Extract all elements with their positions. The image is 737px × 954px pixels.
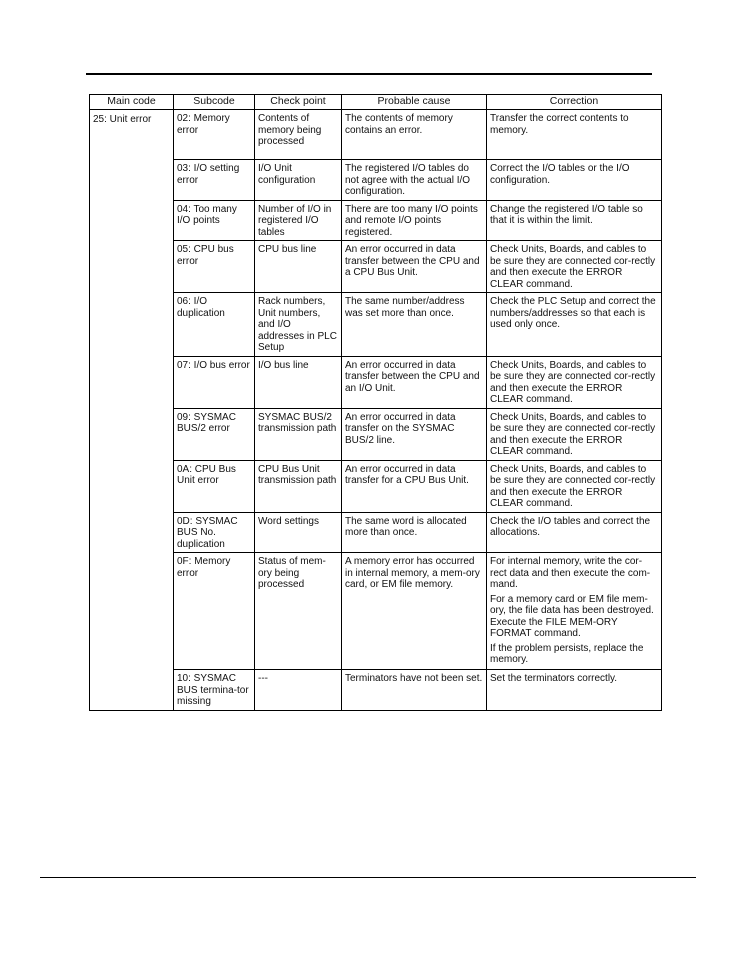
correction-cell xyxy=(487,553,662,670)
subcode-cell: 05: CPU bus error xyxy=(174,241,255,293)
check-point-cell: Word settings xyxy=(255,512,342,553)
header-probable-cause: Probable cause xyxy=(342,95,487,110)
correction-text: Check the I/O tables and correct the allocations. xyxy=(490,515,651,538)
cause-cell: The registered I/O tables do not agree with the actual I/O configuration. xyxy=(342,160,487,201)
header-subcode: Subcode xyxy=(174,95,255,110)
subcode-cell: 06: I/O duplication xyxy=(174,293,255,357)
cause-cell: An error occurred in data transfer on the SYSMAC BUS/2 line. xyxy=(342,408,487,460)
table-row xyxy=(90,110,662,160)
cause-cell: An error occurred in data transfer between the CPU and an I/O Unit. xyxy=(342,356,487,408)
correction-text: Check Units, Boards, and cables to be sure they are connected cor-rectly and then execute the ERROR CLEAR command. xyxy=(490,359,656,405)
cause-cell: The same number/address was set more than once. xyxy=(342,293,487,357)
table-row xyxy=(90,160,662,201)
check-point-cell: Rack numbers, Unit numbers, and I/O addresses in PLC Setup xyxy=(255,293,342,357)
correction-cell xyxy=(487,356,662,408)
table-row xyxy=(90,408,662,460)
header-check-point: Check point xyxy=(255,95,342,110)
cause-cell: Terminators have not been set. xyxy=(342,670,487,711)
subcode-cell: 0A: CPU Bus Unit error xyxy=(174,460,255,512)
subcode-cell: 03: I/O setting error xyxy=(174,160,255,201)
table-row xyxy=(90,293,662,357)
table-row xyxy=(90,460,662,512)
check-point-cell: I/O Unit configuration xyxy=(255,160,342,201)
table-header-row xyxy=(90,95,662,110)
correction-text: If the problem persists, replace the memory. xyxy=(490,642,644,665)
cause-cell: An error occurred in data transfer for a CPU Bus Unit. xyxy=(342,460,487,512)
cause-cell: There are too many I/O points and remote I/O points registered. xyxy=(342,200,487,241)
check-point-cell: SYSMAC BUS/2 transmission path xyxy=(255,408,342,460)
check-point-cell: Number of I/O in registered I/O tables xyxy=(255,200,342,241)
header-rule xyxy=(86,73,652,75)
correction-cell xyxy=(487,460,662,512)
header-main-code: Main code xyxy=(90,95,174,110)
table-row xyxy=(90,512,662,553)
table-row xyxy=(90,670,662,711)
correction-cell xyxy=(487,293,662,357)
subcode-cell: 07: I/O bus error xyxy=(174,356,255,408)
correction-cell xyxy=(487,160,662,201)
main-code-cell: 25: Unit error xyxy=(90,110,174,711)
cause-cell: The same word is allocated more than once. xyxy=(342,512,487,553)
subcode-cell: 0F: Memory error xyxy=(174,553,255,670)
correction-cell xyxy=(487,110,662,160)
error-code-table xyxy=(89,94,662,711)
check-point-cell: Contents of memory being processed xyxy=(255,110,342,160)
check-point-cell: I/O bus line xyxy=(255,356,342,408)
correction-text: Change the registered I/O table so that it is within the limit. xyxy=(490,203,643,226)
correction-text: Transfer the correct contents to memory. xyxy=(490,113,629,136)
cause-cell: A memory error has occurred in internal memory, a mem-ory card, or EM file memory. xyxy=(342,553,487,670)
header-correction: Correction xyxy=(487,95,662,110)
correction-text: Set the terminators correctly. xyxy=(490,673,618,684)
cause-cell: An error occurred in data transfer between the CPU and a CPU Bus Unit. xyxy=(342,241,487,293)
subcode-cell: 10: SYSMAC BUS termina-tor missing xyxy=(174,670,255,711)
correction-text: Check Units, Boards, and cables to be sure they are connected cor-rectly and then execute the ERROR CLEAR command. xyxy=(490,411,656,457)
table-row xyxy=(90,553,662,670)
table-row xyxy=(90,200,662,241)
correction-text: For a memory card or EM file mem-ory, the file data has been destroyed. Execute the FILE MEM-ORY FORMAT command. xyxy=(490,593,654,639)
correction-text: Check the PLC Setup and correct the numbers/addresses so that each is used only once. xyxy=(490,296,656,330)
correction-cell xyxy=(487,200,662,241)
correction-text: Check Units, Boards, and cables to be sure they are connected cor-rectly and then execute the ERROR CLEAR command. xyxy=(490,244,656,290)
footer-rule xyxy=(40,877,696,878)
correction-text: Correct the I/O tables or the I/O configuration. xyxy=(490,163,630,186)
correction-cell xyxy=(487,670,662,711)
subcode-cell: 09: SYSMAC BUS/2 error xyxy=(174,408,255,460)
cause-cell: The contents of memory contains an error. xyxy=(342,110,487,160)
correction-cell xyxy=(487,408,662,460)
correction-cell xyxy=(487,512,662,553)
correction-text: For internal memory, write the cor-rect data and then execute the com-mand. xyxy=(490,556,651,590)
subcode-cell: 0D: SYSMAC BUS No. duplication xyxy=(174,512,255,553)
subcode-cell: 04: Too many I/O points xyxy=(174,200,255,241)
correction-text: Check Units, Boards, and cables to be sure they are connected cor-rectly and then execute the ERROR CLEAR command. xyxy=(490,463,656,509)
subcode-cell: 02: Memory error xyxy=(174,110,255,160)
check-point-cell: Status of mem-ory being processed xyxy=(255,553,342,670)
check-point-cell: CPU Bus Unit transmission path xyxy=(255,460,342,512)
table-row xyxy=(90,241,662,293)
check-point-cell: --- xyxy=(255,670,342,711)
check-point-cell: CPU bus line xyxy=(255,241,342,293)
correction-cell xyxy=(487,241,662,293)
table-row xyxy=(90,356,662,408)
